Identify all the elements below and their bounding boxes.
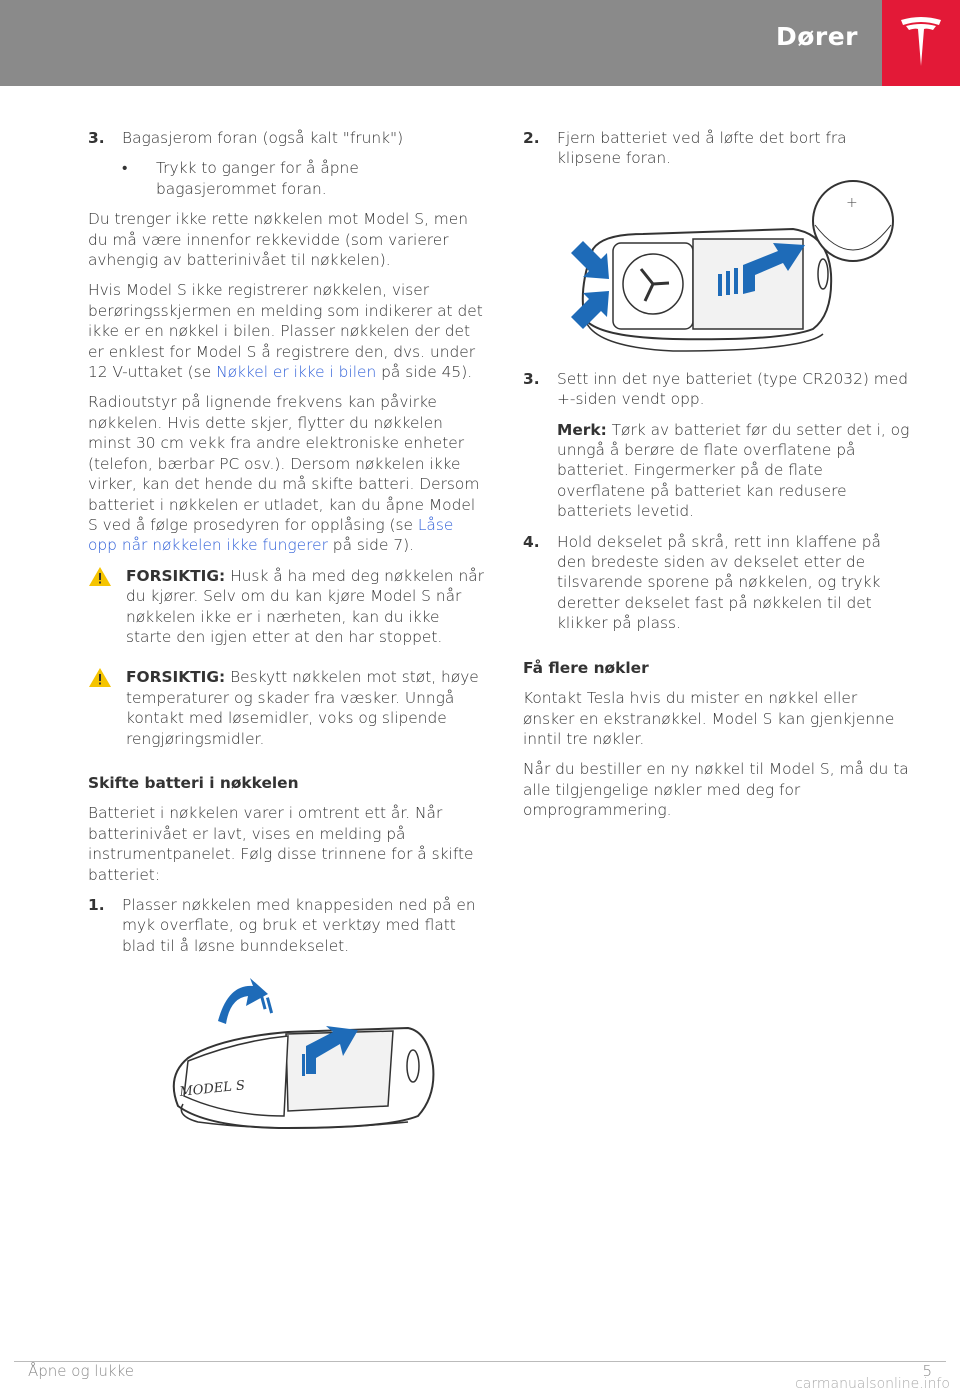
step-3-insert-battery: [523, 369, 913, 410]
caution-label: FORSIKTIG:: [126, 668, 226, 687]
caution-label: FORSIKTIG:: [126, 566, 226, 585]
step-text: Hold dekselet på skrå, rett inn klaffene på den bredeste siden av dekselet etter de tilsvarende sporene på nøkkelen, og trykk deretter dekselet fast på nøkkelen til det klikker på plass.: [557, 532, 881, 633]
paragraph-range: Du trenger ikke rette nøkkelen mot Model S, men du må være innenfor rekkevidde (som varierer avhengig av batterinivået til nøkkelen).: [88, 210, 468, 270]
section-heading-battery: Skifte batteri i nøkkelen: [88, 773, 299, 792]
right-column: [523, 128, 913, 831]
warning-triangle-icon: [88, 667, 112, 688]
step-text: Bagasjerom foran (også kalt "frunk"): [122, 129, 404, 147]
section-heading-more-keys: Få flere nøkler: [523, 658, 649, 677]
caution-text: Beskytt nøkkelen mot støt, høye temperaturer og skader fra væsker. Unngå kontakt med løsemidler, voks og slipende rengjøringsmidler.: [126, 668, 479, 748]
caution-box: [88, 566, 484, 648]
step-1-remove-cover: [88, 895, 484, 956]
model-s-label: MODEL S: [178, 1078, 246, 1101]
tesla-logo-box: [882, 0, 960, 86]
note-label: Merk:: [557, 420, 607, 439]
chapter-title: Dører: [775, 22, 858, 51]
step-2-remove-battery: [523, 128, 913, 169]
left-column: [88, 128, 484, 1146]
step-number: 3.: [523, 369, 540, 388]
battery-removal-illustration: [523, 179, 913, 359]
step-text: Plasser nøkkelen med knappesiden ned på en myk overflate, og bruk et verktøy med flatt blad til å løsne bunndekselet.: [122, 896, 476, 955]
footer-divider: [14, 1361, 946, 1362]
paragraph-more-keys: Kontakt Tesla hvis du mister en nøkkel eller ønsker en ekstranøkkel. Model S kan gjenkjenne inntil tre nøkler.: [523, 689, 895, 748]
bullet-text: Trykk to ganger for å åpne bagasjerommet foran.: [156, 159, 359, 198]
paragraph-not-detected: [88, 280, 484, 382]
link-key-not-in-car[interactable]: Nøkkel er ikke i bilen: [216, 363, 377, 382]
bullet-item: [88, 158, 484, 199]
page-number: 5: [922, 1362, 932, 1380]
tesla-logo-icon: [899, 16, 943, 70]
page-header: [0, 0, 960, 86]
step-number: 1.: [88, 896, 105, 914]
link-unlock-key-not-working[interactable]: Låse opp når nøkkelen ikke fungerer: [88, 515, 454, 555]
paragraph-text: Hvis Model S ikke registrerer nøkkelen, viser berøringsskjermen en melding som indikerer at det ikke er en nøkkel i bilen. Plasser nøkkelen der det er enklest for Model S å registrere den, dvs. under 12 V-uttaket (se: [88, 281, 483, 382]
step-number: 4.: [523, 532, 540, 551]
key-fob-cover-illustration: [88, 966, 484, 1136]
watermark: carmanualsonline.info: [795, 1376, 950, 1392]
step-number: 2.: [523, 129, 540, 147]
caution-box: [88, 667, 484, 749]
step-number: 3.: [88, 129, 105, 147]
step-3-frunk: [88, 128, 484, 148]
paragraph-order-key: Når du bestiller en ny nøkkel til Model S, må du ta alle tilgjengelige nøkler med deg for omprogrammering.: [523, 760, 909, 820]
svg-text:+: +: [846, 194, 858, 211]
caution-text: Husk å ha med deg nøkkelen når du kjører. Selv om du kan kjøre Model S når nøkkelen ikke er i nærheten, kan du ikke starte den igjen etter at den har stoppet.: [126, 566, 484, 646]
paragraph-battery: Batteriet i nøkkelen varer i omtrent ett år. Når batterinivået er lavt, vises en melding på instrumentpanelet. Følg disse trinnene for å skifte batteriet:: [88, 804, 474, 884]
warning-triangle-icon: [88, 566, 112, 587]
bullet-dot-icon: •: [122, 159, 128, 178]
paragraph-text: på side 45).: [376, 363, 473, 382]
step-text: Fjern batteriet ved å løfte det bort fra klipsene foran.: [557, 129, 847, 168]
paragraph-text: på side 7).: [327, 536, 415, 555]
paragraph-text: Radioutstyr på lignende frekvens kan påvirke nøkkelen. Hvis dette skjer, flytter du nøkkelen minst 30 cm vekk fra andre elektroniske enheter (telefon, bærbar PC osv.). Dersom nøkkelen ikke virker, kan det hende du må skifte batteri. Dersom batteriet i nøkkelen er utladet, kan du åpne Model S ved å følge prosedyren for opplåsing (se: [88, 393, 480, 534]
step-4-replace-cover: [523, 532, 913, 634]
step-text: Sett inn det nye batteriet (type CR2032) med +-siden vendt opp.: [557, 369, 909, 409]
paragraph-radio: [88, 392, 484, 555]
note-box: [523, 420, 913, 522]
footer-section: Åpne og lukke: [28, 1362, 134, 1380]
note-text: Tørk av batteriet før du setter det i, og unngå å berøre de flate overflatene på batteriet. Fingermerker på de flate overflatene på batteriet kan redusere batteriets levetid.: [557, 420, 910, 521]
